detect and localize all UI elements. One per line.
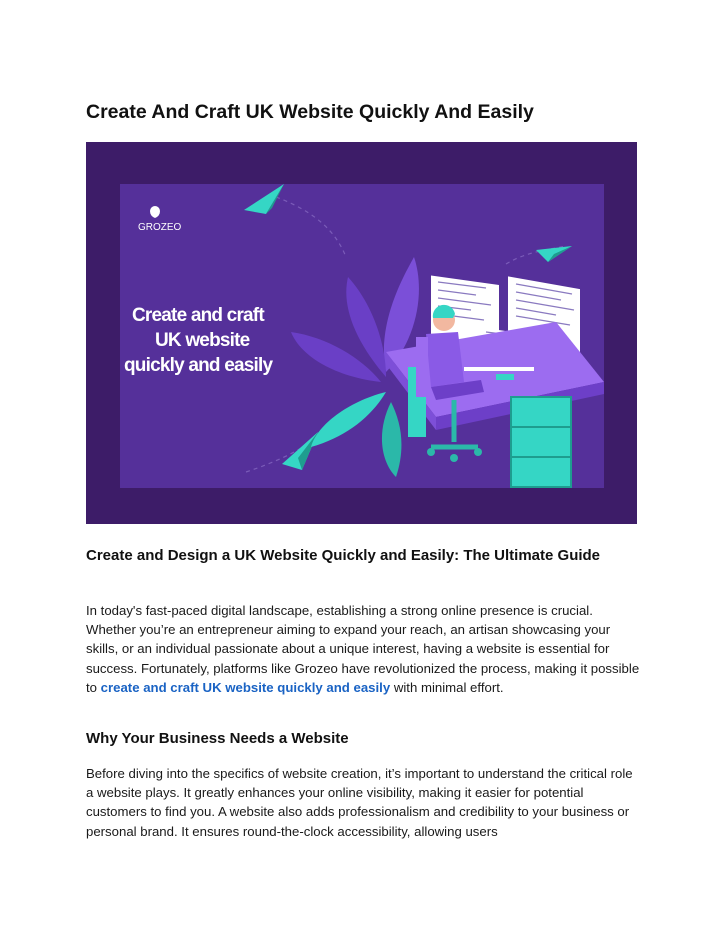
intro-paragraph: [86, 601, 641, 697]
brand-name: GROZEO: [138, 222, 182, 233]
hero-banner-image: [86, 142, 637, 524]
section-heading-guide: Create and Design a UK Website Quickly and Easily: The Ultimate Guide: [86, 547, 601, 564]
intro-paragraph-text-end: with minimal effort.: [390, 679, 504, 695]
hero-headline-line: UK website: [155, 330, 250, 351]
document-title: Create And Craft UK Website Quickly And Easily: [86, 101, 534, 123]
section-heading-why: Why Your Business Needs a Website: [86, 730, 349, 747]
create-craft-uk-website-link[interactable]: create and craft UK website quickly and easily: [100, 679, 391, 695]
hero-headline-line: quickly and easily: [124, 355, 273, 376]
intro-paragraph-text: In today's fast-paced digital landscape, establishing a strong online presence is crucial. Whether you’re an entrepreneur aiming to expand your reach, an artisan showcasing your skills, or an individual passionate about a unique interest, having a website is essential for success. Fortunately, platforms like Grozeo have revolutionized the process, making it possible to: [86, 603, 640, 695]
why-paragraph: Before diving into the specifics of website creation, it’s important to understand the critical role a website plays. It greatly enhances your online visibility, making it easier for potential customers to find you. A website also adds professionalism and credibility to your business or personal brand. It ensures round-the-clock accessibility, allowing users: [86, 766, 633, 839]
hero-headline-line: Create and craft: [132, 305, 264, 326]
